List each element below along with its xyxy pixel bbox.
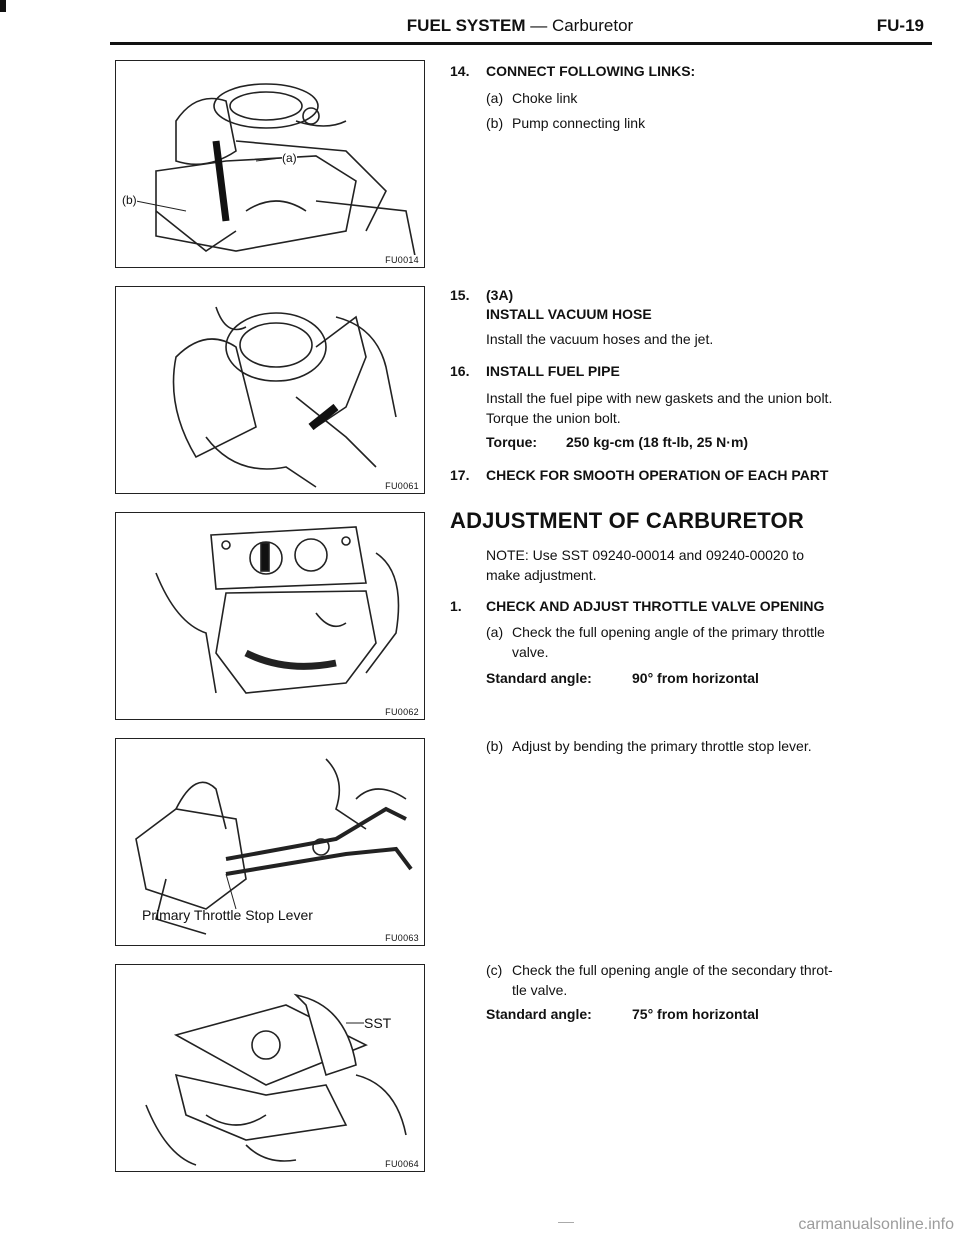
- item-key: (b): [486, 115, 504, 131]
- corner-mark: [0, 0, 6, 12]
- step-17: [450, 467, 930, 487]
- figure-code: FU0014: [385, 255, 419, 265]
- carburetor-illustration: [116, 965, 424, 1171]
- section-title: ADJUSTMENT OF CARBURETOR: [450, 508, 804, 533]
- header-section: FUEL SYSTEM: [406, 16, 526, 35]
- step-16-torque: [486, 434, 926, 454]
- carburetor-illustration: [116, 513, 424, 719]
- header-rule: [110, 42, 932, 45]
- figure-code: FU0064: [385, 1159, 419, 1169]
- page-number: FU-19: [876, 16, 924, 35]
- step-14-item-b: [486, 115, 926, 135]
- standard-angle-value: 90° from horizontal: [632, 670, 759, 686]
- item-key: (c): [486, 962, 503, 978]
- adjust-item-c: [486, 962, 926, 1002]
- step-engine-code: (3A): [486, 287, 514, 303]
- step-number: 1.: [450, 598, 462, 614]
- step-15-body: Install the vacuum hoses and the jet.: [486, 331, 714, 347]
- step-16-body-1: Install the fuel pipe with new gaskets and the union bolt.: [486, 390, 833, 406]
- note-line-2: make adjustment.: [486, 567, 597, 583]
- step-heading: CHECK FOR SMOOTH OPERATION OF EACH PART: [486, 467, 829, 483]
- step-15-heading: INSTALL VACUUM HOSE: [486, 306, 652, 322]
- carburetor-illustration: [116, 287, 424, 493]
- item-key: (b): [486, 738, 504, 754]
- item-key: (a): [486, 624, 504, 640]
- standard-angle-label: Standard angle:: [486, 1006, 592, 1022]
- step-14: [450, 63, 930, 83]
- figure-vacuum-hose: [115, 286, 425, 494]
- figure-code: FU0062: [385, 707, 419, 717]
- standard-angle-a: [486, 670, 926, 690]
- item-key: (a): [486, 90, 504, 106]
- step-number: 16.: [450, 363, 470, 379]
- standard-angle-value: 75° from horizontal: [632, 1006, 759, 1022]
- item-text-cont: valve.: [512, 644, 549, 660]
- figure-caption: Primary Throttle Stop Lever: [142, 907, 313, 923]
- standard-angle-c: [486, 1006, 926, 1026]
- figure-throttle-gauge: [115, 512, 425, 720]
- note-line-1: NOTE: Use SST 09240-00014 and 09240-00020 to: [486, 547, 805, 563]
- item-text: Check the full opening angle of the secondary throt-: [512, 962, 833, 978]
- item-text: Adjust by bending the primary throttle stop lever.: [512, 738, 812, 754]
- footer-mark: [558, 1222, 574, 1223]
- adjust-item-a: [486, 624, 926, 664]
- step-heading: INSTALL FUEL PIPE: [486, 363, 620, 379]
- header-title: [110, 16, 930, 36]
- torque-label: Torque:: [486, 434, 538, 450]
- figure-code: FU0061: [385, 481, 419, 491]
- step-16-body-2: Torque the union bolt.: [486, 410, 621, 426]
- step-number: 15.: [450, 287, 470, 303]
- watermark: carmanualsonline.info: [798, 1216, 954, 1233]
- carburetor-illustration: [116, 61, 424, 267]
- figure-label-b: (b): [122, 193, 137, 207]
- item-text: Pump connecting link: [512, 115, 646, 131]
- step-number: 17.: [450, 467, 470, 483]
- figure-code: FU0063: [385, 933, 419, 943]
- step-15: [450, 287, 930, 307]
- step-heading: CHECK AND ADJUST THROTTLE VALVE OPENING: [486, 598, 825, 614]
- figure-choke-links: [115, 60, 425, 268]
- torque-value: 250 kg-cm (18 ft-lb, 25 N·m): [566, 434, 749, 450]
- item-text: Check the full opening angle of the primary throttle: [512, 624, 825, 640]
- item-text: Choke link: [512, 90, 578, 106]
- step-number: 14.: [450, 63, 470, 79]
- page-header: [110, 14, 930, 40]
- figure-label-a: (a): [282, 151, 297, 165]
- figure-primary-stop-lever: [115, 738, 425, 946]
- step-heading: CONNECT FOLLOWING LINKS:: [486, 63, 696, 79]
- item-text-cont: tle valve.: [512, 982, 568, 998]
- adjust-step-1: [450, 598, 930, 618]
- figure-sst-secondary: [115, 964, 425, 1172]
- adjust-item-b: [486, 738, 926, 758]
- step-16: [450, 363, 930, 383]
- header-subsection: Carburetor: [551, 16, 634, 35]
- step-14-item-a: [486, 90, 926, 110]
- figure-label-sst: SST: [364, 1015, 392, 1031]
- standard-angle-label: Standard angle:: [486, 670, 592, 686]
- header-dash: —: [530, 16, 548, 35]
